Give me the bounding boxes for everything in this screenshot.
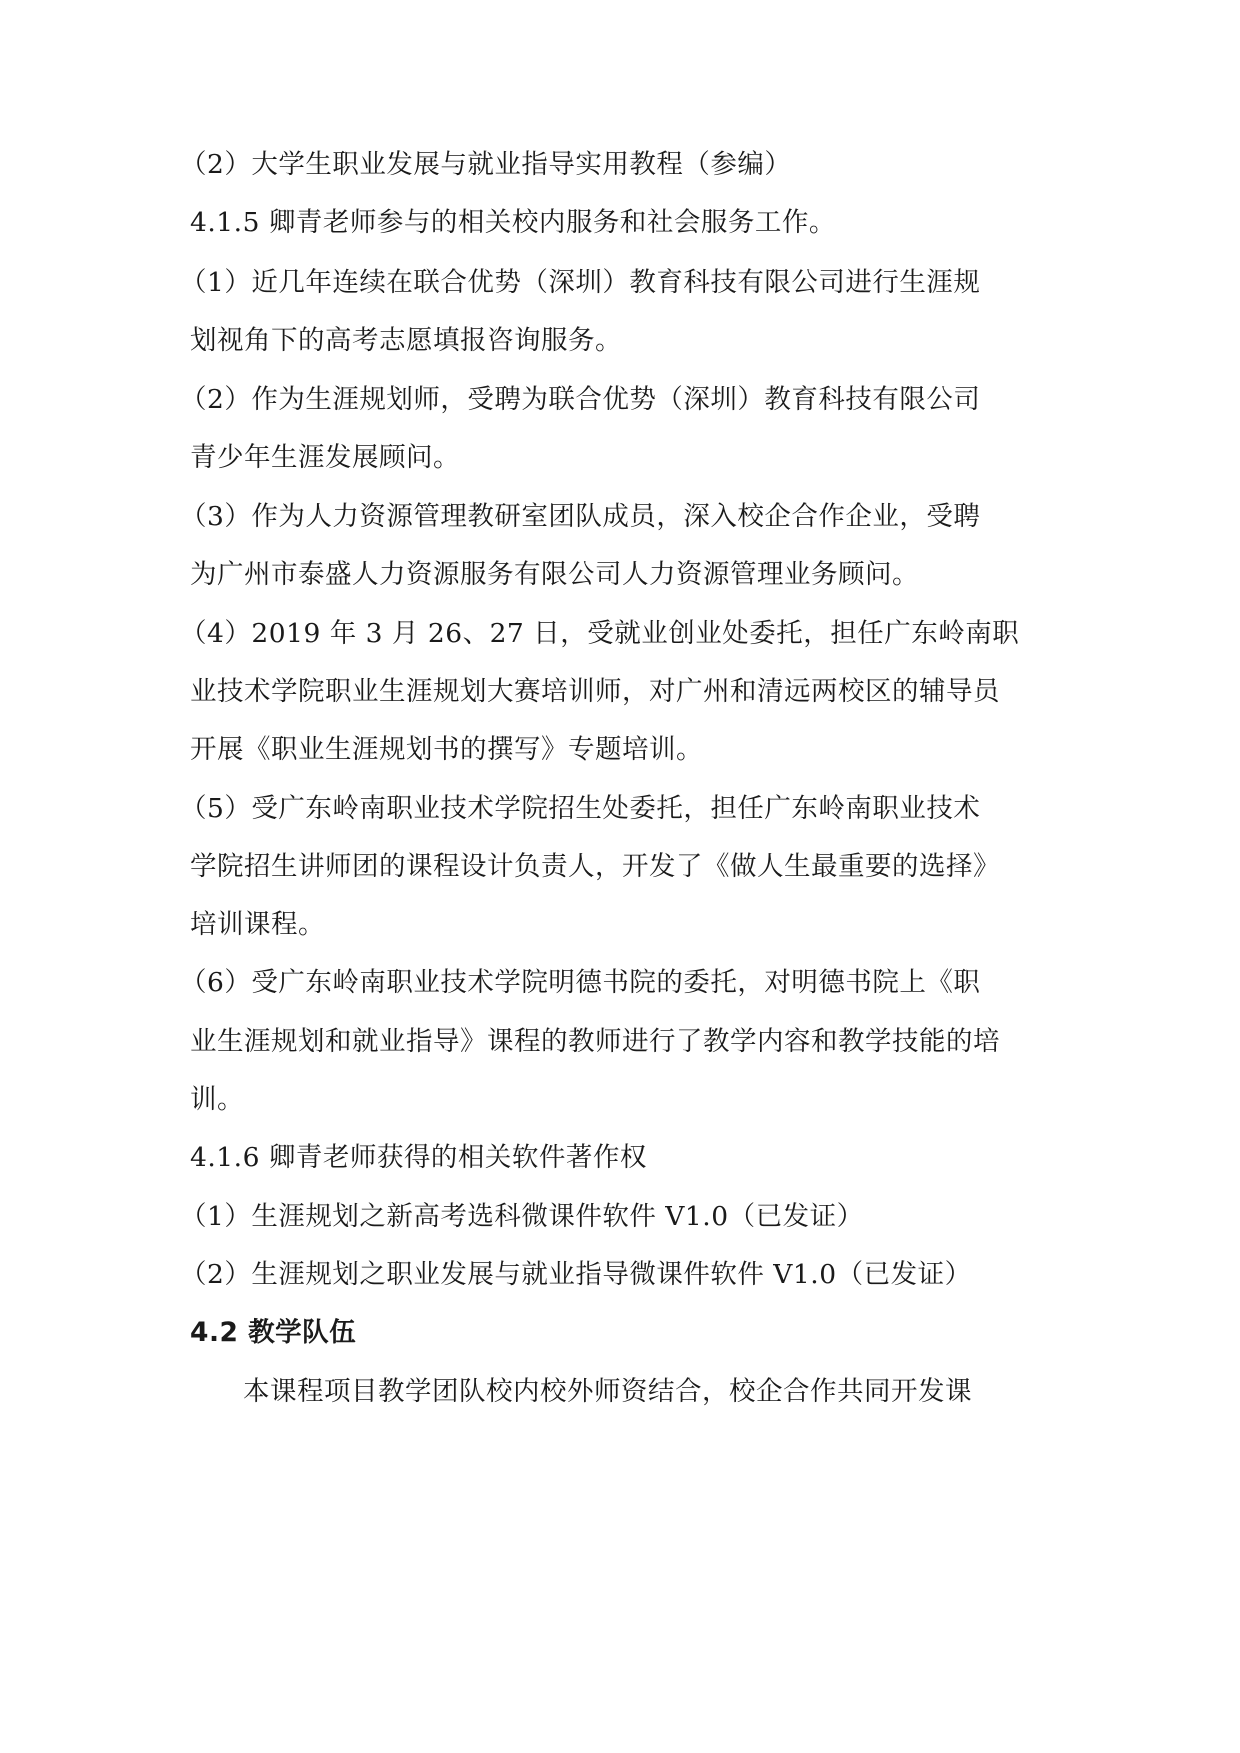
service-item-1-line-2: 划视角下的高考志愿填报咨询服务。 (190, 325, 622, 356)
service-item-4-line-3: 开展《职业生涯规划书的撰写》专题培训。 (190, 734, 703, 765)
service-item-4-line-2: 业技术学院职业生涯规划大赛培训师，对广州和清远两校区的辅导员 (190, 676, 1000, 707)
section-4-1-6-heading: 4.1.6 卿青老师获得的相关软件著作权 (190, 1142, 647, 1173)
service-item-6-line-3: 训。 (190, 1084, 244, 1115)
section-4-1-5-heading: 4.1.5 卿青老师参与的相关校内服务和社会服务工作。 (190, 207, 836, 238)
service-item-2-line-1: （2）作为生涯规划师，受聘为联合优势（深圳）教育科技有限公司 (180, 384, 981, 415)
service-item-1-line-1: （1）近几年连续在联合优势（深圳）教育科技有限公司进行生涯规 (180, 267, 981, 298)
service-item-5-line-2: 学院招生讲师团的课程设计负责人，开发了《做人生最重要的选择》 (190, 851, 1000, 882)
service-item-3-line-1: （3）作为人力资源管理教研室团队成员，深入校企合作企业，受聘 (180, 501, 981, 532)
service-item-5-line-1: （5）受广东岭南职业技术学院招生处委托，担任广东岭南职业技术 (180, 793, 981, 824)
service-item-6-line-2: 业生涯规划和就业指导》课程的教师进行了教学内容和教学技能的培 (190, 1026, 1000, 1057)
service-item-4-line-1: （4）2019 年 3 月 26、27 日，受就业创业处委托，担任广东岭南职 (180, 618, 1020, 649)
service-item-6-line-1: （6）受广东岭南职业技术学院明德书院的委托，对明德书院上《职 (180, 967, 981, 998)
software-item-1: （1）生涯规划之新高考选科微课件软件 V1.0（已发证） (180, 1201, 864, 1232)
section-4-2-paragraph: 本课程项目教学团队校内校外师资结合，校企合作共同开发课 (243, 1376, 972, 1407)
service-item-5-line-3: 培训课程。 (190, 909, 325, 940)
software-item-2: （2）生涯规划之职业发展与就业指导微课件软件 V1.0（已发证） (180, 1259, 972, 1290)
service-item-2-line-2: 青少年生涯发展顾问。 (190, 442, 460, 473)
list-item-textbook-2: （2）大学生职业发展与就业指导实用教程（参编） (180, 149, 792, 180)
service-item-3-line-2: 为广州市泰盛人力资源服务有限公司人力资源管理业务顾问。 (190, 559, 919, 590)
section-4-2-heading: 4.2 教学队伍 (190, 1317, 357, 1348)
